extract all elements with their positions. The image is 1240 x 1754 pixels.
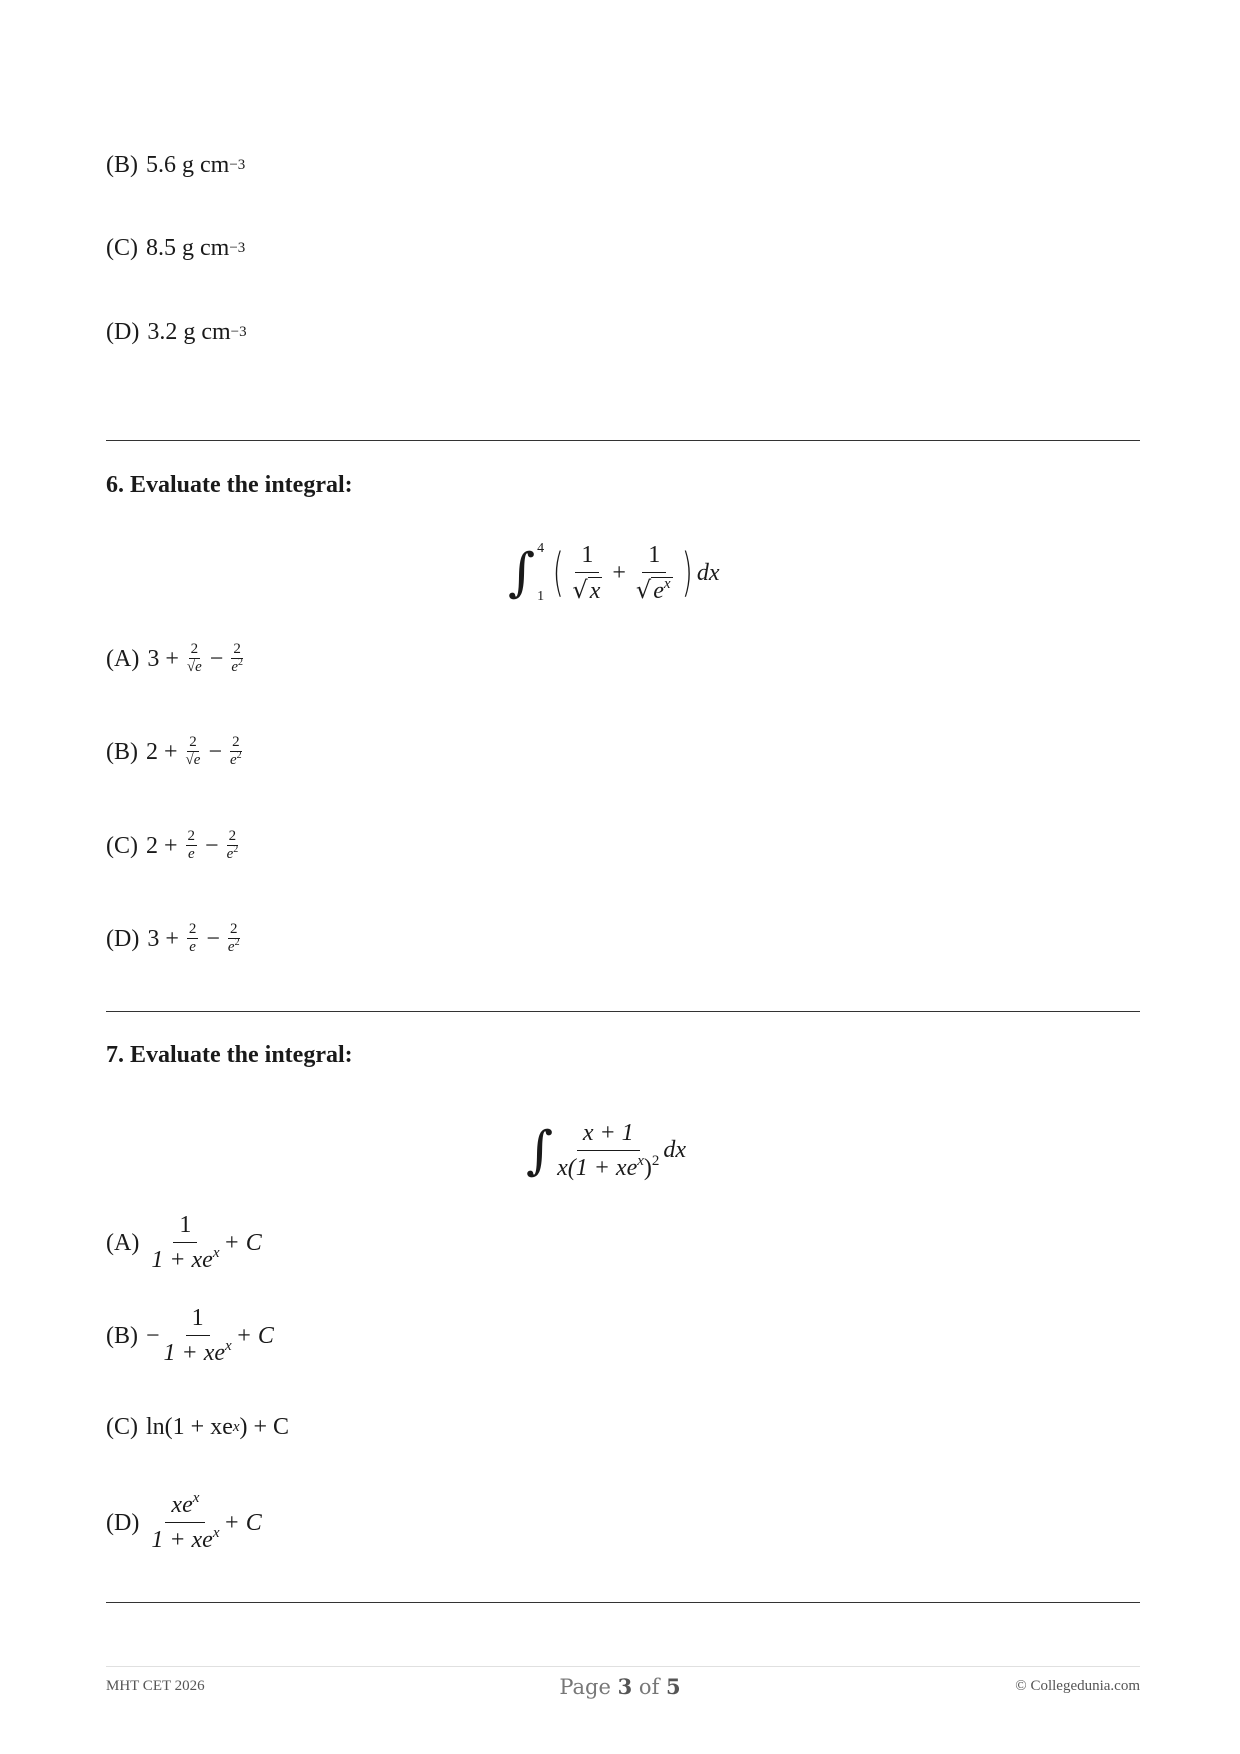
left-paren-icon: ( (552, 543, 564, 603)
q7-fraction: $\frac{x + 1}{x(1 + xe^x)^2}$ (557, 1120, 660, 1181)
q7-option-c: (C) ln(1 + xe x ) + C (106, 1414, 290, 1440)
q6-option-d: (D) 3 + $\frac{2}{e}$ − $\frac{2}{e^2}$ (106, 921, 240, 955)
q5-option-b: (B) 5.6 g cm −3 (106, 152, 246, 178)
q6-fraction-2: $\frac{1}{√e^x}$ (635, 542, 671, 604)
q6-limits: 4 1 (537, 541, 545, 604)
q6-fraction-1: $\frac{1}{√x}$ (572, 542, 601, 604)
q5-option-d: (D) 3.2 g cm −3 (106, 319, 247, 345)
q6-option-a: (A) 3 + $\frac{2}{√e}$ − $\frac{2}{e^2}$ (106, 641, 243, 675)
sqrt-icon: √ (635, 576, 652, 604)
footer-divider (106, 1666, 1140, 1667)
q7-option-a: (A) $\frac{1}{1 + xe^x}$ + C (106, 1212, 262, 1273)
integral-sign-icon: ∫ (526, 1120, 554, 1181)
separator-rule (106, 1602, 1140, 1603)
q7-integral: ∫ $\frac{x + 1}{x(1 + xe^x)^2}$ dx (526, 1120, 687, 1181)
q6-title: 6. Evaluate the integral: (106, 472, 353, 498)
footer-exam-name: MHT CET 2026 (106, 1678, 205, 1694)
q6-option-c: (C) 2 + $\frac{2}{e}$ − $\frac{2}{e^2}$ (106, 828, 239, 862)
q6-integral: ∫ 4 1 ( $\frac{1}{√x}$ + $\frac{1}{√e^x}$ ) dx (508, 541, 720, 604)
footer-page-indicator: Page 3 of 5 (559, 1674, 681, 1699)
q7-title: 7. Evaluate the integral: (106, 1042, 353, 1068)
sqrt-icon: √ (572, 576, 588, 604)
integral-sign-icon: ∫ (508, 543, 536, 603)
separator-rule (106, 440, 1140, 441)
footer-copyright: © Collegedunia.com (1015, 1678, 1140, 1694)
q6-option-b: (B) 2 + $\frac{2}{√e}$ − $\frac{2}{e^2}$ (106, 734, 242, 768)
q7-option-d: (D) $\frac{xe^x}{1 + xe^x}$ + C (106, 1490, 262, 1553)
right-paren-icon: ) (681, 543, 693, 603)
q5-option-c: (C) 8.5 g cm −3 (106, 235, 246, 261)
q7-option-b: (B) − $\frac{1}{1 + xe^x}$ + C (106, 1305, 274, 1366)
separator-rule (106, 1011, 1140, 1012)
